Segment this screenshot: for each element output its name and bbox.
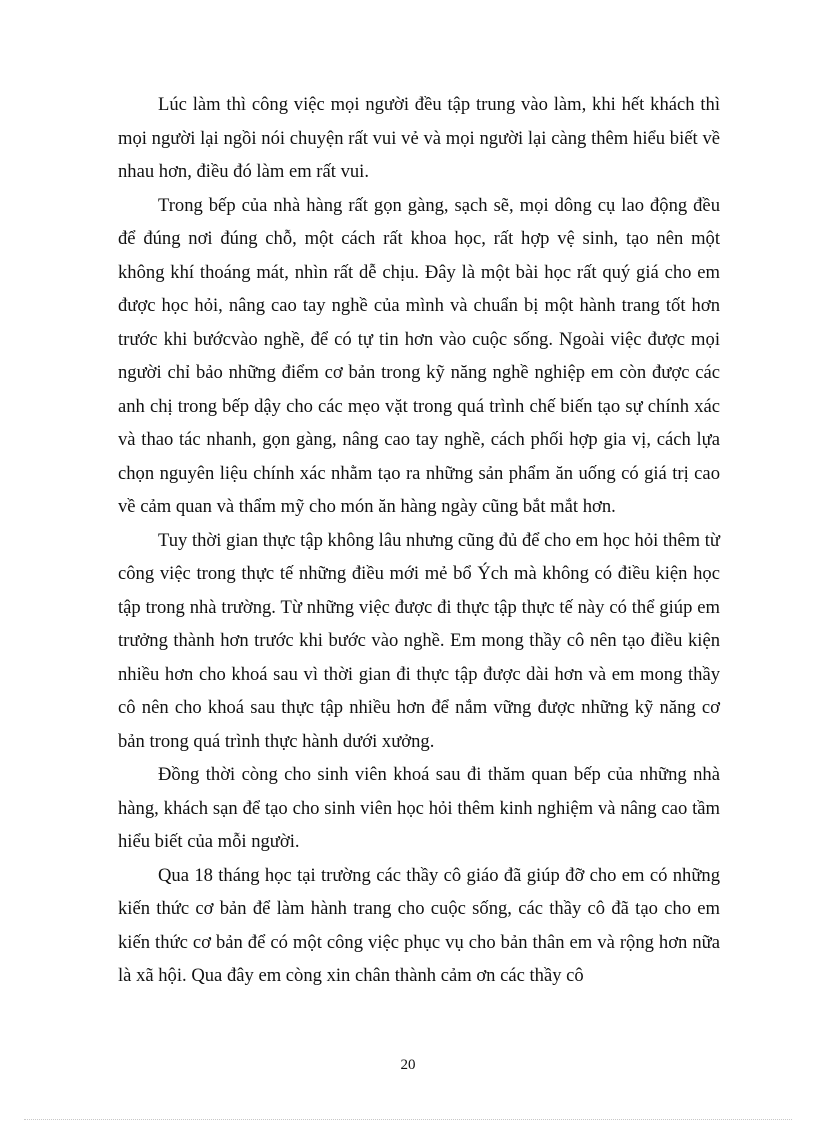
- paragraph-1: Lúc làm thì công việc mọi người đều tập trung vào làm, khi hết khách thì mọi người lại ngồi nói chuyện rất vui vẻ và mọi người lại càng thêm hiểu biết về nhau hơn, điều đó làm em rất vui.: [118, 94, 720, 182]
- paragraph-5: Qua 18 tháng học tại trường các thầy cô giáo đã giúp đỡ cho em có những kiến thức cơ bản để làm hành trang cho cuộc sống, các thầy cô đã tạo cho em kiến thức cơ bản để có một công việc phục vụ cho bản thân em và rộng hơn nữa là xã hội. Qua đây em còng xin chân thành cảm ơn các thầy cô: [118, 864, 720, 986]
- page-number: 20: [400, 1057, 416, 1073]
- paragraph-3: Tuy thời gian thực tập không lâu nhưng cũng đủ để cho em học hỏi thêm từ công việc trong thực tế những điều mới mẻ bổ Ých mà không có điều kiện học tập trong nhà trường. Từ những việc được đi thực tập thực tế này có thể giúp em trưởng thành hơn trước khi bước vào nghề. Em mong thầy cô nên tạo điều kiện nhiều hơn cho khoá sau vì thời gian đi thực tập được dài hơn và em mong thầy cô nên cho khoá sau thực tập nhiều hơn để nắm vững được những kỹ năng cơ bản trong quá trình thực hành dưới xưởng.: [118, 529, 720, 752]
- page-bottom-divider: [24, 1119, 792, 1120]
- paragraph-4: Đồng thời còng cho sinh viên khoá sau đi thăm quan bếp của những nhà hàng, khách sạn để tạo cho sinh viên học hỏi thêm kinh nghiệm và nâng cao tầm hiểu biết của mỗi người.: [118, 764, 720, 852]
- paragraph-2: Trong bếp của nhà hàng rất gọn gàng, sạch sẽ, mọi dông cụ lao động đều để đúng nơi đúng chỗ, một cách rất khoa học, rất hợp vệ sinh, tạo nên một không khí thoáng mát, nhìn rất dễ chịu. Đây là một bài học rất quý giá cho em được học hỏi, nâng cao tay nghề của mình và chuẩn bị một hành trang tốt hơn trước khi bướcvào nghề, để có tự tin hơn vào cuộc sống. Ngoài việc được mọi người chỉ bảo những điểm cơ bản trong kỹ năng nghề nghiệp em còn được các anh chị trong bếp dậy cho các mẹo vặt trong quá trình chế biến tạo sự chính xác và thao tác nhanh, gọn gàng, nâng cao tay nghề, cách phối hợp gia vị, cách lựa chọn nguyên liệu chính xác nhằm tạo ra những sản phẩm ăn uống có giá trị cao về cảm quan và thẩm mỹ cho món ăn hàng ngày cũng bắt mắt hơn.: [118, 194, 720, 517]
- body-text: [118, 88, 720, 993]
